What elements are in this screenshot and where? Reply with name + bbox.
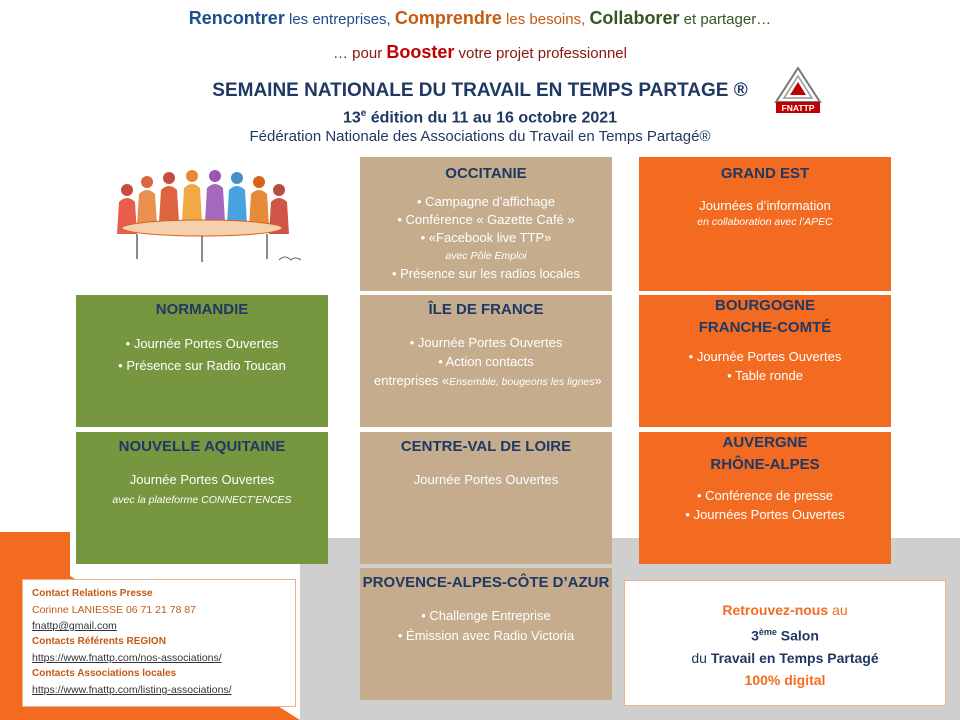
region-box-ile-de-france [360, 295, 612, 427]
region-box-provence-alpes-cote-d-azur [360, 568, 612, 700]
region-items: • Campagne d’affichage • Conférence « Gazette Café » • «Facebook live TTP» avec Pôle Emploi • Présence sur les radios locales [391, 194, 581, 281]
region-box-normandie [76, 295, 328, 427]
contact-box [22, 579, 296, 707]
contact-local-heading: Contacts Associations locales [32, 668, 177, 679]
region-name: PROVENCE-ALPES-CÔTE D’AZUR [362, 574, 610, 591]
listing-associations-link[interactable]: https://www.fnattp.com/listing-associations/ [32, 684, 232, 696]
region-name: BOURGOGNE FRANCHE-COMTÉ [698, 297, 832, 336]
region-box-bourgogne-franche-comte [639, 295, 891, 427]
edition-dates: 13e édition du 11 au 16 octobre 2021 [342, 108, 618, 127]
contact-region-heading: Contacts Référents REGION [32, 636, 166, 647]
region-items: • Journée Portes Ouvertes • Présence sur Radio Toucan [118, 336, 286, 373]
salon-line-2: 3ème Salon [751, 627, 819, 644]
region-name: GRAND EST [720, 165, 810, 182]
region-name: NORMANDIE [155, 301, 249, 318]
region-items: • Challenge Entreprise • Émission avec Radio Victoria [397, 608, 575, 643]
salon-box [624, 580, 946, 706]
salon-line-1: Retrouvez-nous au [722, 602, 848, 618]
page-title: SEMAINE NATIONALE DU TRAVAIL EN TEMPS PARTAGE ® [212, 80, 748, 101]
logo-text: FNATTP [781, 103, 815, 113]
region-box-auvergne-rhone-alpes [639, 432, 891, 564]
region-name: ÎLE DE FRANCE [428, 301, 544, 318]
region-items: • Journée Portes Ouvertes • Action contacts entreprises «Ensemble, bougeons les lignes» [374, 335, 602, 388]
region-items: Journées d’information en collaboration avec l’APEC [697, 198, 833, 228]
region-box-occitanie [360, 157, 612, 291]
region-items: • Conférence de presse • Journées Portes Ouvertes [685, 488, 845, 522]
region-items: • Journée Portes Ouvertes • Table ronde [688, 349, 842, 383]
region-box-grand-est [639, 157, 891, 291]
contact-email-link[interactable]: fnattp@gmail.com [32, 620, 117, 632]
region-name: NOUVELLE AQUITAINE [118, 438, 286, 455]
region-name: AUVERGNE RHÔNE-ALPES [710, 434, 820, 473]
nos-associations-link[interactable]: https://www.fnattp.com/nos-associations/ [32, 652, 222, 664]
region-name: CENTRE-VAL DE LOIRE [400, 438, 572, 455]
salon-line-4: 100% digital [744, 671, 826, 688]
fnattp-triangle-logo [774, 66, 822, 114]
salon-line-3: du Travail en Temps Partagé [691, 649, 879, 666]
region-items: Journée Portes Ouvertes [413, 472, 559, 487]
region-name: OCCITANIE [445, 165, 527, 182]
region-items: Journée Portes Ouvertes avec la plateforme CONNECT’ENCES [112, 472, 292, 506]
tagline-booster: … pour Booster votre projet professionnel [333, 42, 627, 62]
contact-press-heading: Contact Relations Presse [32, 588, 153, 599]
contact-press-name: Corinne LANIESSE 06 71 21 78 87 [32, 604, 197, 616]
tagline-top: Rencontrer les entreprises, Comprendre les besoins, Collaborer et partager… [188, 8, 772, 28]
region-box-nouvelle-aquitaine [76, 432, 328, 564]
federation-name: Fédération Nationale des Associations du Travail en Temps Partagé® [249, 128, 711, 145]
people-meeting-illustration [107, 164, 307, 268]
region-box-centre-val-de-loire [360, 432, 612, 564]
